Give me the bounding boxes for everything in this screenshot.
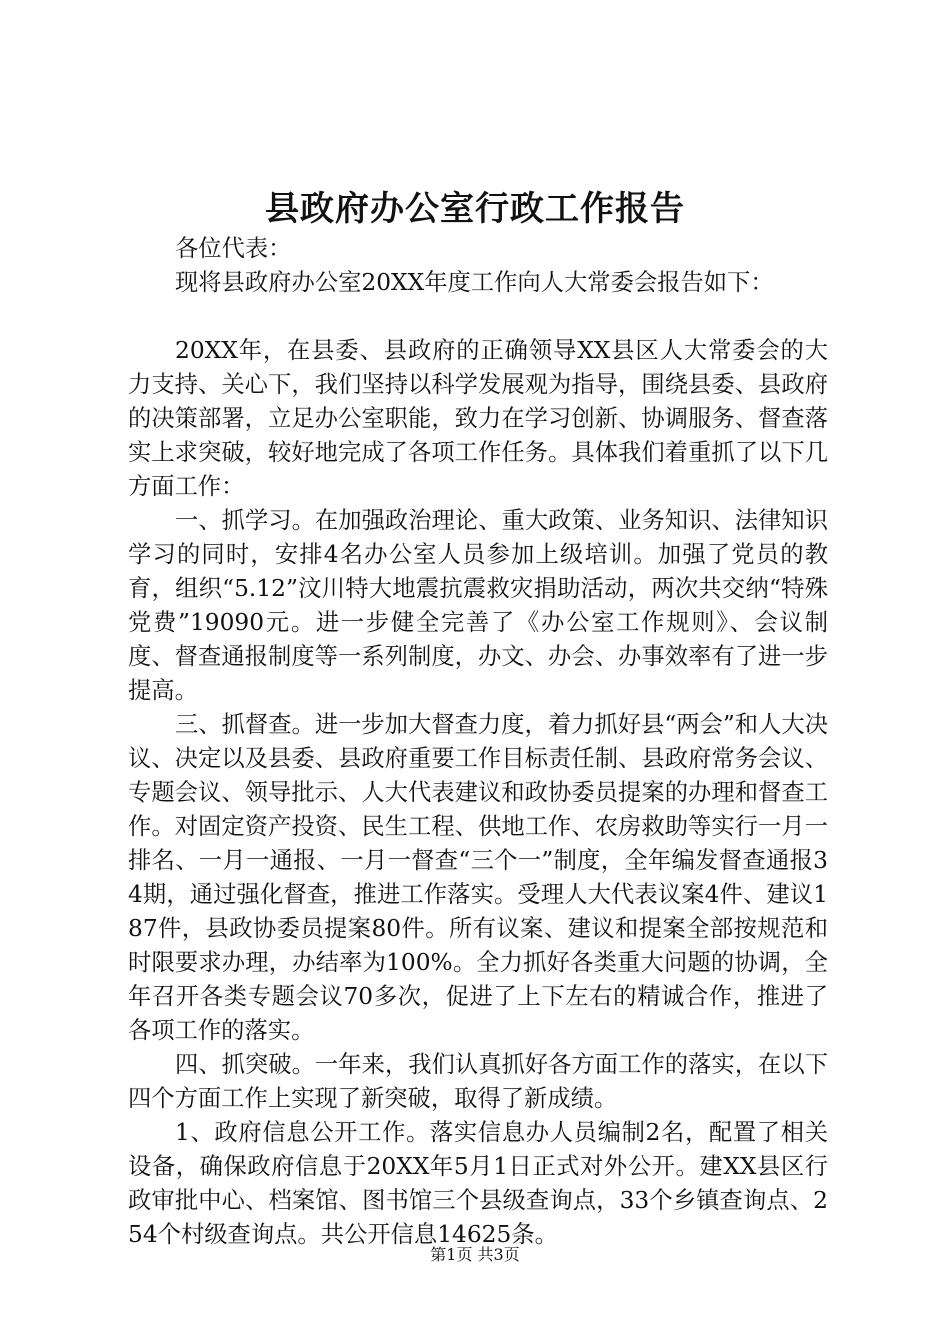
paragraph-overview: 20XX年，在县委、县政府的正确领导XX县区人大常委会的大力支持、关心下，我们坚持以科学发展观为指导，围绕县委、县政府的决策部署，立足办公室职能，致力在学习创新、协调服务、督查落实上求突破，较好地完成了各项工作任务。具体我们着重抓了以下几方面工作：	[128, 337, 828, 500]
paragraph-supervision: 三、抓督查。进一步加大督查力度，着力抓好县“两会”和人大决议、决定以及县委、县政府重要工作目标责任制、县政府常务会议、专题会议、领导批示、人大代表建议和政协委员提案的办理和督查工作。对固定资产投资、民生工程、供地工作、农房救助等实行一月一排名、一月一通报、一月一督查“三个一”制度，全年编发督查通报34期，通过强化督查，推进工作落实。受理人大代表议案4件、建议187件，县政协委员提案80件。所有议案、建议和提案全部按规范和时限要求办理，办结率为100%。全力抓好各类重大问题的协调，全年召开各类专题会议70多次，促进了上下左右的精诚合作，推进了各项工作的落实。	[128, 711, 828, 1044]
page-number: 第1页 共3页	[430, 1245, 520, 1264]
paragraph-info-disclosure: 1、政府信息公开工作。落实信息办人员编制2名，配置了相关设备，确保政府信息于20XX年5月1日正式对外公开。建XX县区行政审批中心、档案馆、图书馆三个县级查询点，33个乡镇查询点、254个村级查询点。共公开信息14625条。	[128, 1119, 828, 1248]
blank-line	[128, 300, 828, 334]
paragraph-study: 一、抓学习。在加强政治理论、重大政策、业务知识、法律知识学习的同时，安排4名办公室人员参加上级培训。加强了党员的教育，组织“5.12”汶川特大地震抗震救灾捐助活动，两次共交纳“特殊党费”19090元。进一步健全完善了《办公室工作规则》、会议制度、督查通报制度等一系列制度，办文、办会、办事效率有了进一步提高。	[128, 507, 828, 704]
document-body	[128, 232, 828, 1252]
salutation: 各位代表：	[175, 235, 292, 262]
paragraph-breakthrough: 四、抓突破。一年来，我们认真抓好各方面工作的落实，在以下四个方面工作上实现了新突破，取得了新成绩。	[128, 1051, 828, 1112]
page-title: 县政府办公室行政工作报告	[265, 189, 685, 229]
intro-line: 现将县政府办公室20XX年度工作向人大常委会报告如下：	[175, 269, 774, 296]
